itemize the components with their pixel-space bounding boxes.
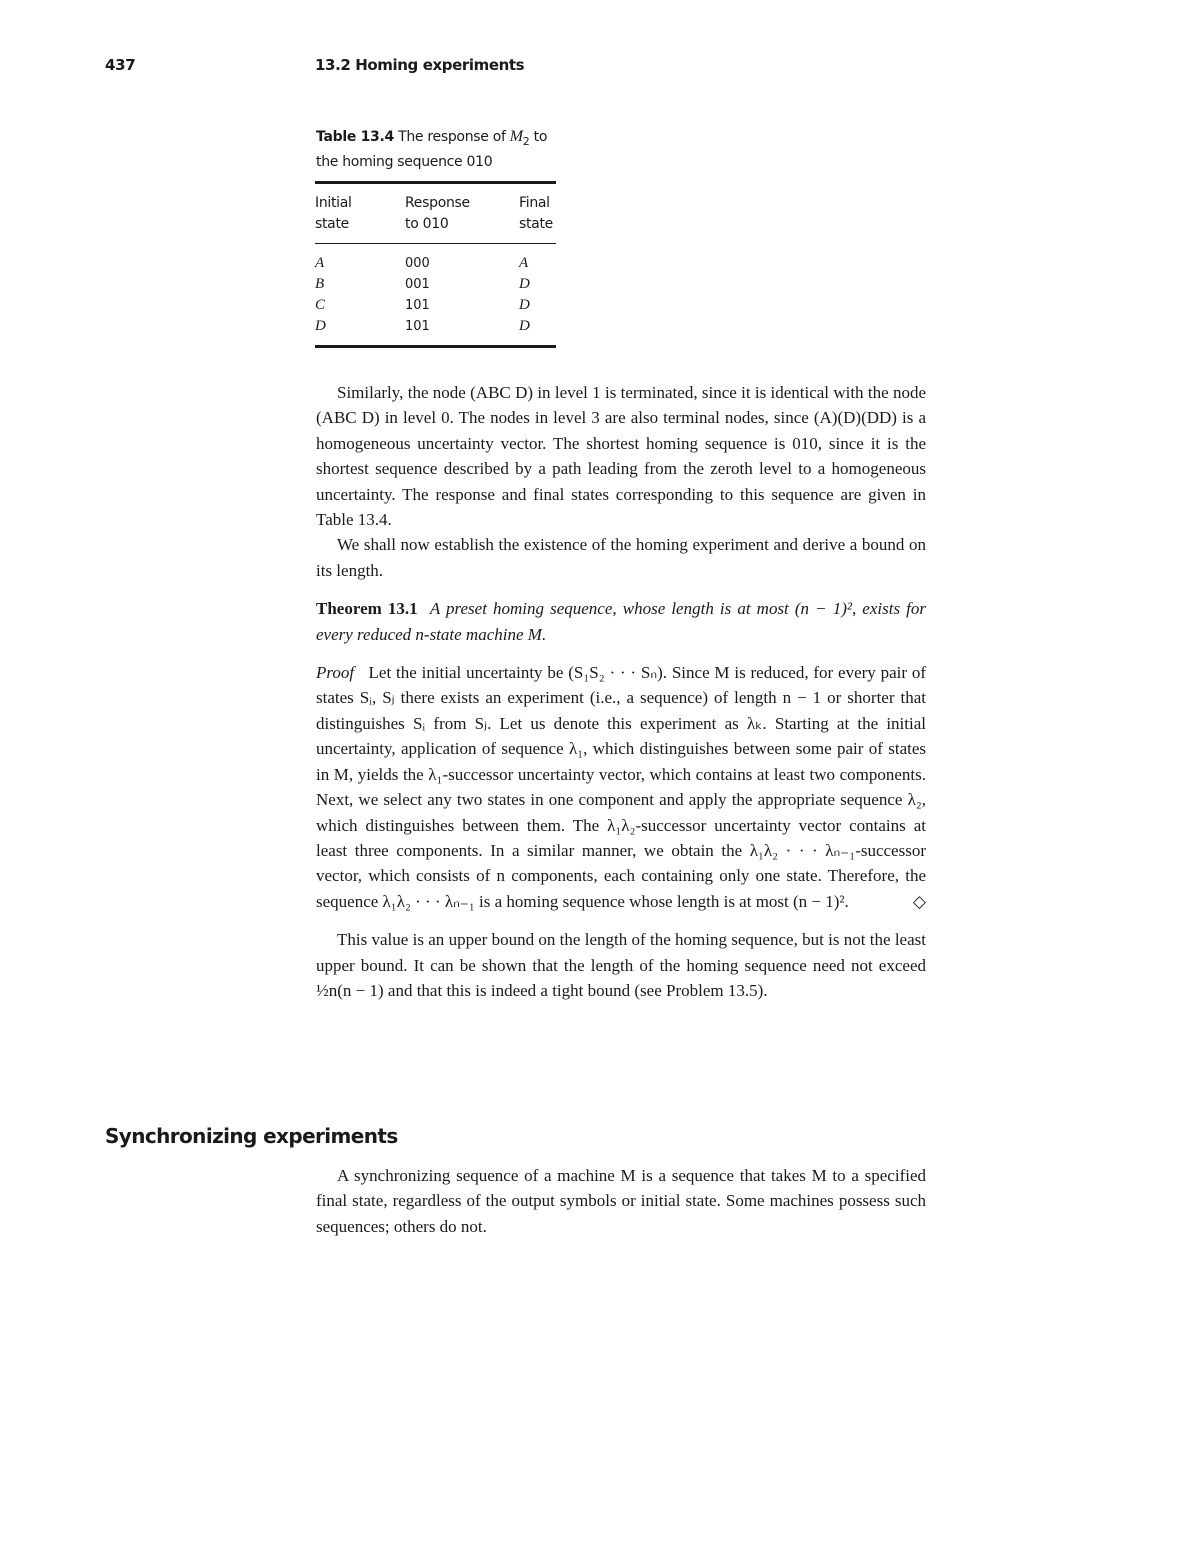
- table-caption-label: Table 13.4: [316, 129, 394, 145]
- table-header-row: [315, 183, 556, 244]
- theorem-label: Theorem 13.1: [316, 599, 418, 619]
- cell-final-state: D: [519, 297, 530, 313]
- table-row: [315, 316, 556, 347]
- paragraph-upper-bound: This value is an upper bound on the length of the homing sequence, but is not the least upper bound. It can be shown that the length of the homing sequence need not exceed ½n(n − 1) and that this is indeed a tight bound (see Problem 13.5).: [316, 930, 926, 1000]
- cell-final-state: A: [519, 255, 529, 271]
- cell-initial-state: C: [315, 297, 326, 313]
- table-caption-text-before: The response of: [398, 129, 510, 145]
- theorem: [316, 596, 926, 647]
- section-text-block: [316, 1163, 926, 1239]
- running-head: [105, 56, 925, 80]
- table-caption-text-after: to the homing sequence 010: [316, 129, 548, 170]
- table-caption: [316, 124, 566, 175]
- proof: [316, 660, 926, 914]
- table-row: [315, 274, 556, 295]
- column-header-response: Response to 010: [405, 183, 519, 244]
- page-number: 437: [105, 56, 136, 74]
- paragraph-establish: We shall now establish the existence of the homing experiment and derive a bound on its length.: [316, 535, 926, 580]
- cell-response: 101: [405, 298, 430, 313]
- column-header-initial: Initial state: [315, 183, 405, 244]
- table-row: [315, 295, 556, 316]
- proof-label: Proof: [316, 663, 355, 683]
- proof-text: Let the initial uncertainty be (S₁S₂ · · · Sₙ). Since M is reduced, for every pair of states Sᵢ, Sⱼ there exists an experiment (i.e., a sequence) of length n − 1 or shorter that distinguishes Sᵢ from Sⱼ. Let us denote this experiment as λₖ. Starting at the initial uncertainty, application of sequence λ₁, which distinguishes between some pair of states in M, yields the λ₁-successor uncertainty vector, which contains at least two components. Next, we select any two states in one component and apply the appropriate sequence λ₂, which distinguishes between them. The λ₁λ₂-successor uncertainty vector contains at least three components. In a similar manner, we obtain the λ₁λ₂ · · · λₙ₋₁-successor vector, which consists of n components, each containing only one state. Therefore, the sequence λ₁λ₂ · · · λₙ₋₁ is a homing sequence whose length is at most (n − 1)².: [316, 663, 927, 911]
- section-heading: Synchronizing experiments: [105, 1124, 398, 1148]
- table-caption-machine: M: [509, 128, 523, 145]
- cell-response: 101: [405, 319, 430, 334]
- response-table: [315, 181, 556, 348]
- cell-initial-state: D: [315, 318, 326, 334]
- cell-initial-state: A: [315, 255, 325, 271]
- paragraph-similarly: Similarly, the node (ABC D) in level 1 is terminated, since it is identical with the node (ABC D) in level 0. The nodes in level 3 are also terminal nodes, since (A)(D)(DD) is a homogeneous uncertainty vector. The shortest homing sequence is 010, since it is the shortest sequence described by a path leading from the zeroth level to a homogeneous uncertainty. The response and final states corresponding to this sequence are given in Table 13.4.: [316, 383, 926, 530]
- running-title: 13.2 Homing experiments: [315, 56, 525, 74]
- table-caption-machine-sub: 2: [522, 134, 530, 148]
- theorem-text: A preset homing sequence, whose length is at most (n − 1)², exists for every reduced n-state machine M.: [316, 599, 926, 644]
- cell-response: 001: [405, 277, 430, 292]
- table-row: [315, 244, 556, 275]
- cell-final-state: D: [519, 276, 530, 292]
- cell-initial-state: B: [315, 276, 325, 292]
- paragraph-synchronizing: A synchronizing sequence of a machine M is a sequence that takes M to a specified final state, regardless of the output symbols or initial state. Some machines possess such sequences; others do not.: [316, 1166, 926, 1236]
- cell-response: 000: [405, 256, 430, 271]
- column-header-final: Final state: [519, 183, 556, 244]
- main-text-block: [316, 380, 926, 1003]
- cell-final-state: D: [519, 318, 530, 334]
- qed-diamond-icon: ◇: [912, 891, 926, 911]
